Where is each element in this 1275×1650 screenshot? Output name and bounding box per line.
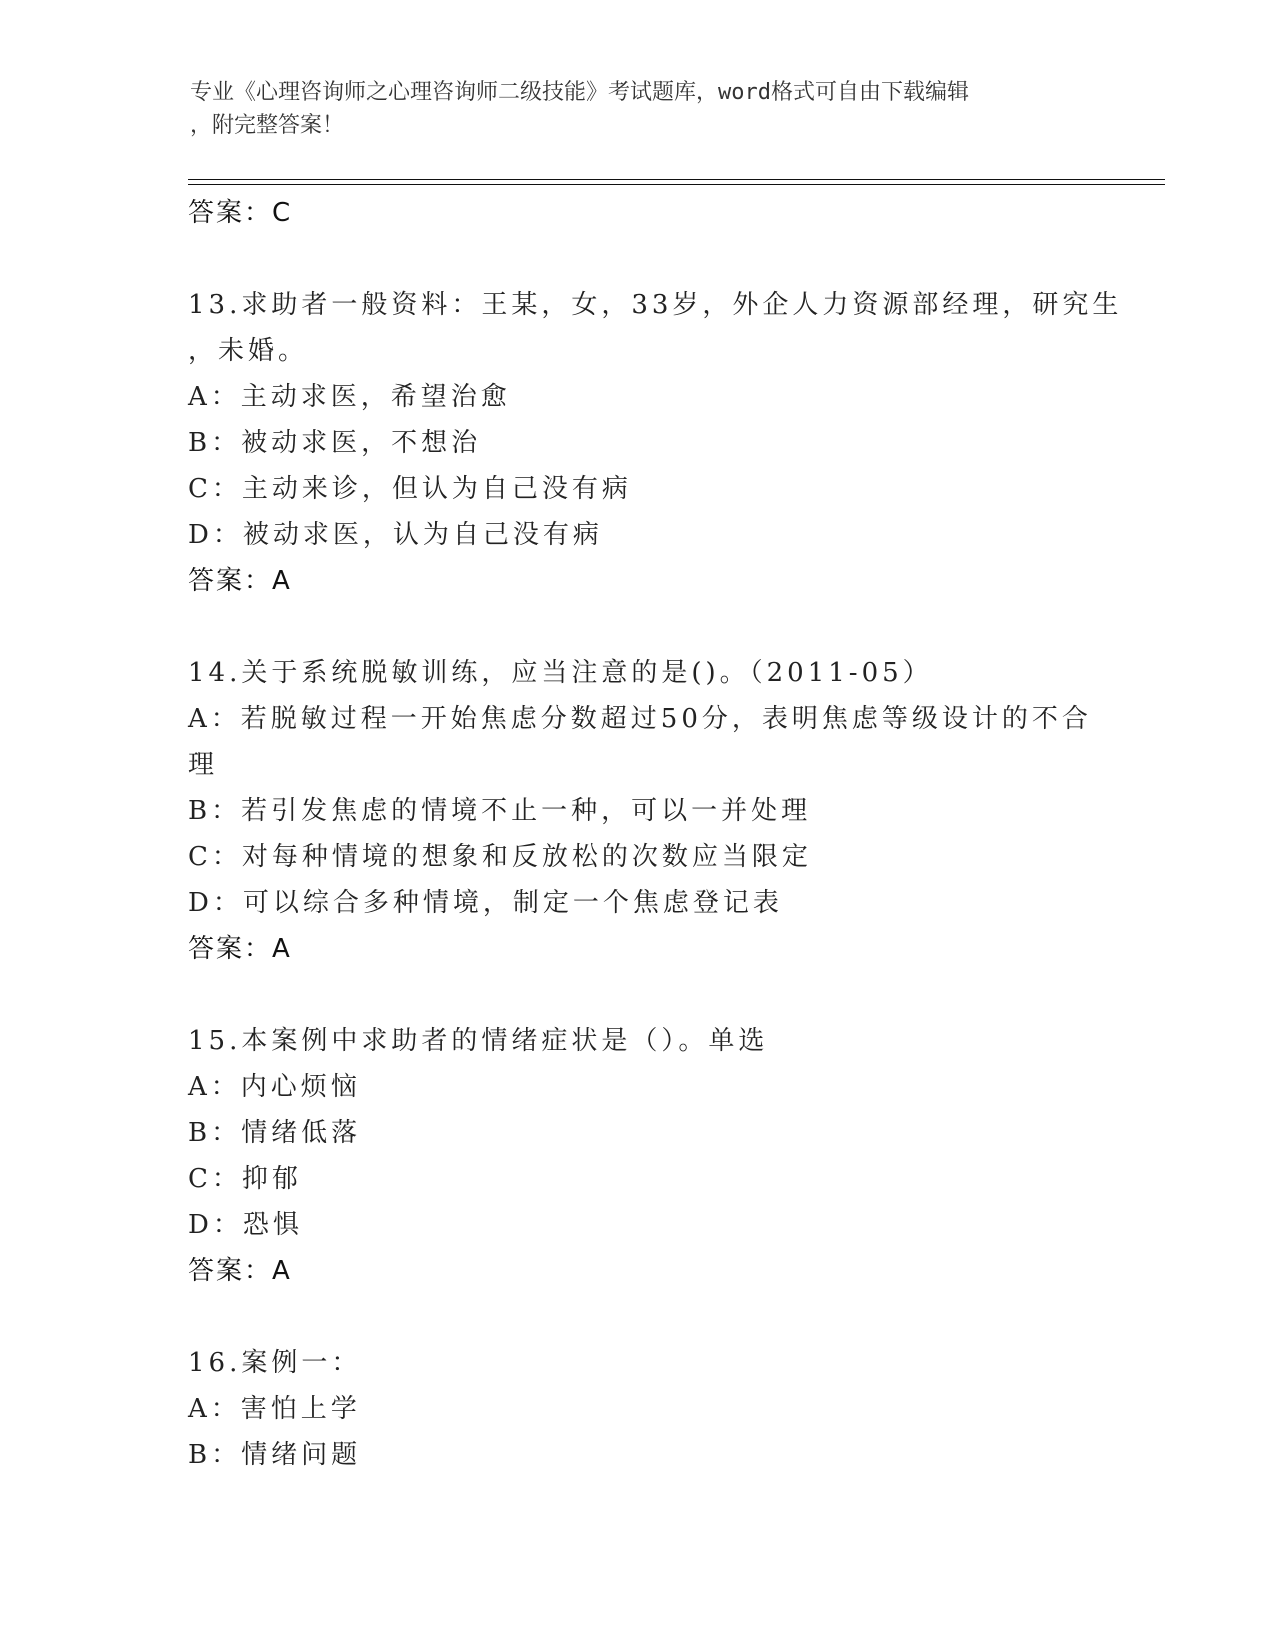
answer-previous: 答案：C (188, 198, 293, 228)
document-header (190, 76, 1090, 142)
option-a: A：害怕上学 (188, 1394, 361, 1424)
option-b: B：若引发焦虑的情境不止一种，可以一并处理 (188, 796, 812, 826)
option-b: B：被动求医，不想治 (188, 428, 482, 458)
header-line-2: ，附完整答案！ (190, 113, 345, 138)
option-b: B：情绪问题 (188, 1440, 362, 1470)
question-stem: 15.本案例中求助者的情绪症状是（）。单选 (188, 1026, 769, 1056)
question-14 (188, 650, 1092, 972)
header-divider-top (188, 179, 1165, 180)
question-stem: 13.求助者一般资料：王某，女，33岁，外企人力资源部经理，研究生 (188, 290, 1123, 320)
question-stem: 16.案例一： (188, 1348, 362, 1378)
document-body (188, 190, 1123, 1478)
question-stem: 14.关于系统脱敏训练，应当注意的是()。（2011-05） (188, 658, 933, 688)
question-stem-continued: ，未婚。 (188, 336, 309, 366)
option-b: B：情绪低落 (188, 1118, 362, 1148)
option-d: D：被动求医，认为自己没有病 (188, 520, 603, 550)
answer: 答案：A (188, 566, 292, 596)
option-a-continued: 理 (188, 750, 219, 780)
option-a: A：若脱敏过程一开始焦虑分数超过50分，表明焦虑等级设计的不合 (188, 704, 1092, 734)
option-a: A：内心烦恼 (188, 1072, 361, 1102)
option-c: C：主动来诊，但认为自己没有病 (188, 474, 632, 504)
question-13 (188, 282, 1123, 604)
option-d: D：可以综合多种情境，制定一个焦虑登记表 (188, 888, 783, 918)
question-16 (188, 1340, 1088, 1478)
option-c: C：对每种情境的想象和反放松的次数应当限定 (188, 842, 812, 872)
answer: 答案：A (188, 1256, 292, 1286)
option-d: D：恐惧 (188, 1210, 303, 1240)
header-line-1: 专业《心理咨询师之心理咨询师二级技能》考试题库，word格式可自由下载编辑 (190, 80, 969, 105)
answer: 答案：A (188, 934, 292, 964)
option-c: C：抑郁 (188, 1164, 302, 1194)
header-divider-bottom (188, 184, 1165, 185)
question-15 (188, 1018, 1088, 1294)
option-a: A：主动求医，希望治愈 (188, 382, 511, 412)
